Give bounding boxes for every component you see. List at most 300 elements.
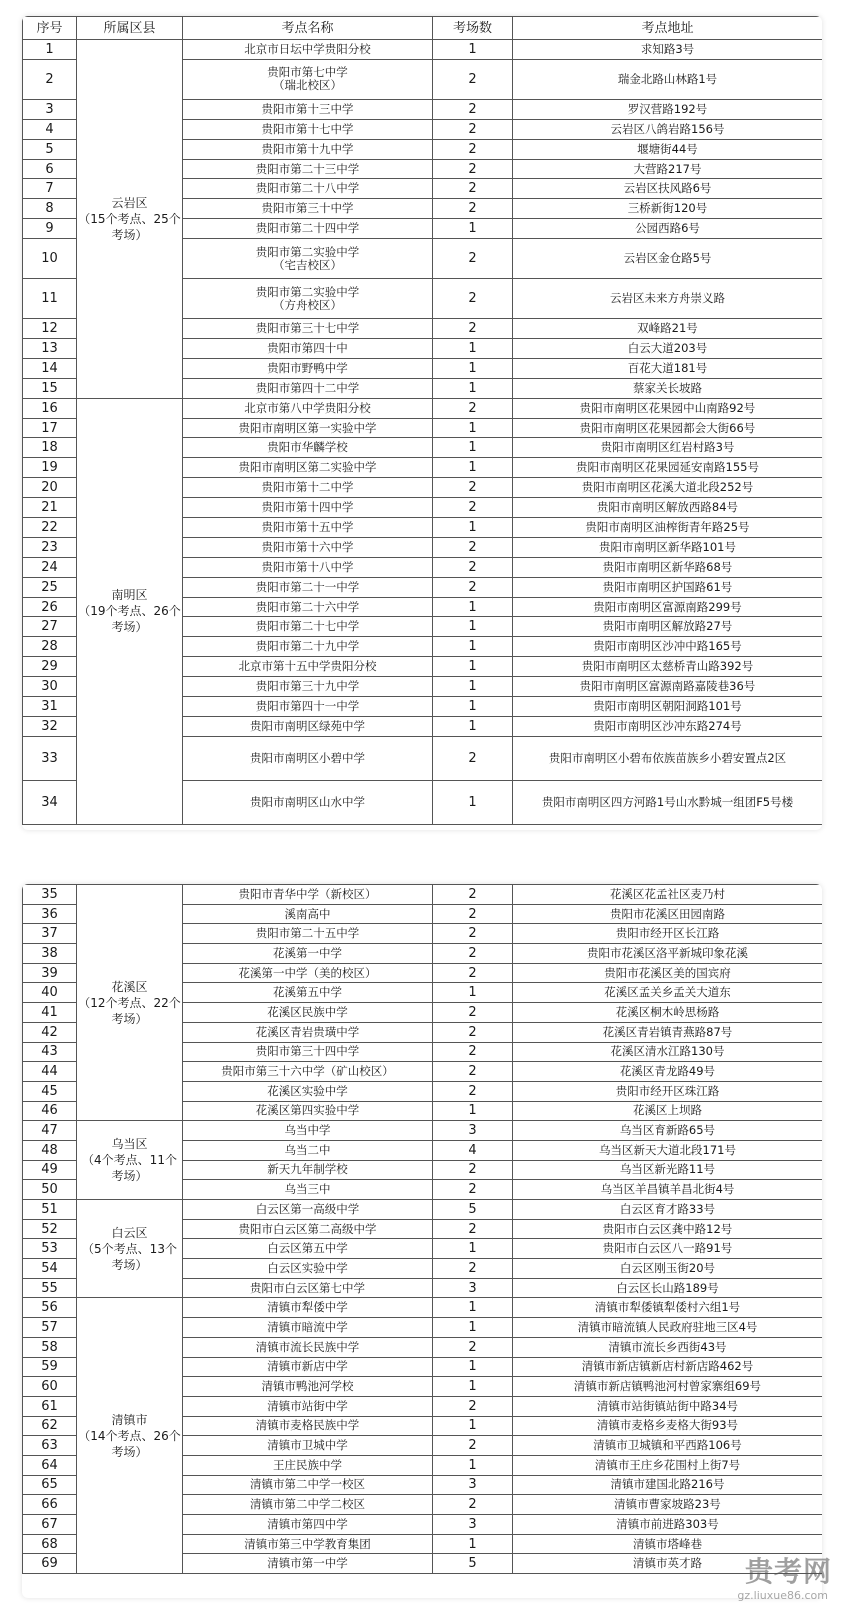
cell-site-name bbox=[183, 557, 433, 577]
district-detail: （4个考点、11个考场） bbox=[82, 1153, 177, 1184]
cell-rooms: 2 bbox=[433, 1180, 513, 1200]
site-name: 王庄民族中学 bbox=[273, 1457, 342, 1472]
cell-site-name bbox=[183, 924, 433, 944]
cell-address: 蔡家关长坡路 bbox=[513, 378, 823, 398]
site-campus: （宅吉校区） bbox=[273, 257, 342, 272]
cell-site-name bbox=[183, 1298, 433, 1318]
cell-site-name bbox=[183, 378, 433, 398]
cell-rooms: 3 bbox=[433, 1475, 513, 1495]
cell-rooms: 2 bbox=[433, 577, 513, 597]
cell-no: 13 bbox=[23, 339, 77, 359]
cell-no: 17 bbox=[23, 418, 77, 438]
site-name: 新天九年制学校 bbox=[267, 1162, 348, 1177]
cell-rooms: 1 bbox=[433, 1318, 513, 1338]
cell-site-name bbox=[183, 1554, 433, 1574]
site-name: 贵阳市南明区第二实验中学 bbox=[238, 460, 377, 475]
site-name: 贵阳市第三十四中学 bbox=[255, 1044, 360, 1059]
site-name: 清镇市新店中学 bbox=[267, 1359, 348, 1374]
table-row bbox=[23, 1200, 823, 1220]
header-name: 考点名称 bbox=[183, 17, 433, 40]
cell-no: 67 bbox=[23, 1515, 77, 1535]
cell-site-name bbox=[183, 219, 433, 239]
cell-address: 贵阳市南明区富源南路嘉陵巷36号 bbox=[513, 677, 823, 697]
cell-site-name bbox=[183, 398, 433, 418]
cell-no: 54 bbox=[23, 1259, 77, 1279]
site-name: 花溪第一中学 bbox=[273, 945, 342, 960]
cell-address: 乌当区新光路11号 bbox=[513, 1160, 823, 1180]
site-name: 贵阳市第十九中学 bbox=[261, 141, 354, 156]
cell-address: 罗汉营路192号 bbox=[513, 99, 823, 119]
district-detail: （15个考点、25个考场） bbox=[78, 211, 181, 242]
cell-no: 41 bbox=[23, 1003, 77, 1023]
cell-site-name bbox=[183, 1495, 433, 1515]
district-name: 白云区 bbox=[111, 1225, 148, 1240]
cell-address: 贵阳市南明区沙冲东路274号 bbox=[513, 716, 823, 736]
site-name: 乌当三中 bbox=[284, 1182, 331, 1197]
cell-rooms: 2 bbox=[433, 1436, 513, 1456]
cell-rooms: 1 bbox=[433, 1357, 513, 1377]
cell-address: 云岩区未来方舟崇义路 bbox=[513, 279, 823, 319]
cell-no: 45 bbox=[23, 1081, 77, 1101]
cell-site-name bbox=[183, 458, 433, 478]
cell-address: 瑞金北路山林路1号 bbox=[513, 59, 823, 99]
cell-address: 公园西路6号 bbox=[513, 219, 823, 239]
watermark-url: gz.liuxue86.com bbox=[737, 1589, 828, 1602]
cell-no: 29 bbox=[23, 657, 77, 677]
site-name: 贵阳市第二十八中学 bbox=[255, 181, 360, 196]
cell-site-name bbox=[183, 1475, 433, 1495]
cell-site-name bbox=[183, 498, 433, 518]
cell-no: 50 bbox=[23, 1180, 77, 1200]
site-name: 贵阳市第十三中学 bbox=[261, 101, 354, 116]
cell-address: 贵阳市花溪区美的国宾府 bbox=[513, 963, 823, 983]
cell-address: 贵阳市经开区珠江路 bbox=[513, 1081, 823, 1101]
cell-no: 12 bbox=[23, 319, 77, 339]
site-name: 清镇市第一中学 bbox=[267, 1556, 348, 1571]
table-panel-1 bbox=[22, 16, 822, 830]
cell-address: 贵阳市经开区长江路 bbox=[513, 924, 823, 944]
cell-no: 49 bbox=[23, 1160, 77, 1180]
cell-rooms: 2 bbox=[433, 59, 513, 99]
cell-address: 贵阳市白云区八一路91号 bbox=[513, 1239, 823, 1259]
site-name: 贵阳市第十四中学 bbox=[261, 500, 354, 515]
cell-no: 19 bbox=[23, 458, 77, 478]
site-name: 贵阳市第十七中学 bbox=[261, 121, 354, 136]
cell-site-name bbox=[183, 139, 433, 159]
cell-site-name bbox=[183, 983, 433, 1003]
cell-address: 清镇市建国北路216号 bbox=[513, 1475, 823, 1495]
cell-no: 31 bbox=[23, 697, 77, 717]
cell-rooms: 2 bbox=[433, 398, 513, 418]
cell-site-name bbox=[183, 1534, 433, 1554]
cell-site-name bbox=[183, 1318, 433, 1338]
cell-no: 32 bbox=[23, 716, 77, 736]
cell-rooms: 5 bbox=[433, 1200, 513, 1220]
cell-site-name bbox=[183, 1081, 433, 1101]
site-name: 花溪区第四实验中学 bbox=[255, 1103, 360, 1118]
cell-no: 11 bbox=[23, 279, 77, 319]
cell-address: 清镇市新店镇新店村新店路462号 bbox=[513, 1357, 823, 1377]
site-name: 白云区实验中学 bbox=[267, 1260, 348, 1275]
cell-address: 清镇市卫城镇和平西路106号 bbox=[513, 1436, 823, 1456]
site-name: 花溪第五中学 bbox=[273, 985, 342, 1000]
cell-no: 34 bbox=[23, 780, 77, 824]
cell-site-name bbox=[183, 904, 433, 924]
cell-site-name bbox=[183, 736, 433, 780]
cell-rooms: 2 bbox=[433, 319, 513, 339]
table-panel-2 bbox=[22, 884, 822, 1598]
district-name: 南明区 bbox=[111, 588, 148, 603]
cell-address: 云岩区扶风路6号 bbox=[513, 179, 823, 199]
cell-rooms: 2 bbox=[433, 963, 513, 983]
cell-rooms: 1 bbox=[433, 1416, 513, 1436]
site-name: 贵阳市第七中学 bbox=[267, 65, 348, 80]
site-name: 贵阳市第二十六中学 bbox=[255, 599, 360, 614]
cell-site-name bbox=[183, 944, 433, 964]
cell-address: 三桥新街120号 bbox=[513, 199, 823, 219]
site-name: 贵阳市第二实验中学 bbox=[255, 244, 360, 259]
cell-no: 61 bbox=[23, 1396, 77, 1416]
cell-no: 30 bbox=[23, 677, 77, 697]
cell-address: 贵阳市花溪区洛平新城印象花溪 bbox=[513, 944, 823, 964]
cell-rooms: 2 bbox=[433, 1022, 513, 1042]
cell-site-name bbox=[183, 1239, 433, 1259]
cell-rooms: 1 bbox=[433, 458, 513, 478]
cell-no: 21 bbox=[23, 498, 77, 518]
cell-no: 23 bbox=[23, 537, 77, 557]
cell-no: 66 bbox=[23, 1495, 77, 1515]
site-name: 溪南高中 bbox=[284, 906, 331, 921]
cell-site-name bbox=[183, 1003, 433, 1023]
cell-address: 乌当区羊昌镇羊昌北街4号 bbox=[513, 1180, 823, 1200]
site-name: 花溪区民族中学 bbox=[267, 1004, 348, 1019]
site-name: 清镇市卫城中学 bbox=[267, 1438, 348, 1453]
cell-no: 48 bbox=[23, 1140, 77, 1160]
cell-site-name bbox=[183, 59, 433, 99]
cell-no: 53 bbox=[23, 1239, 77, 1259]
cell-rooms: 2 bbox=[433, 1062, 513, 1082]
cell-rooms: 1 bbox=[433, 697, 513, 717]
cell-site-name bbox=[183, 99, 433, 119]
cell-no: 28 bbox=[23, 637, 77, 657]
cell-rooms: 1 bbox=[433, 597, 513, 617]
site-name: 贵阳市白云区第七中学 bbox=[250, 1280, 365, 1295]
cell-rooms: 2 bbox=[433, 139, 513, 159]
table-row bbox=[23, 885, 823, 905]
cell-site-name bbox=[183, 1396, 433, 1416]
cell-rooms: 2 bbox=[433, 557, 513, 577]
cell-no: 24 bbox=[23, 557, 77, 577]
district-name: 云岩区 bbox=[111, 195, 148, 210]
cell-site-name bbox=[183, 478, 433, 498]
table-row bbox=[23, 398, 823, 418]
site-name: 北京市第十五中学贵阳分校 bbox=[238, 659, 377, 674]
site-name: 贵阳市第四十中 bbox=[267, 340, 348, 355]
site-name: 贵阳市南明区山水中学 bbox=[250, 794, 365, 809]
exam-site-table-1 bbox=[22, 16, 822, 825]
cell-site-name bbox=[183, 1436, 433, 1456]
cell-address: 堰塘街44号 bbox=[513, 139, 823, 159]
cell-rooms: 2 bbox=[433, 478, 513, 498]
cell-district-qingzhen bbox=[77, 1298, 183, 1574]
cell-no: 22 bbox=[23, 518, 77, 538]
cell-address: 贵阳市南明区朝阳洞路101号 bbox=[513, 697, 823, 717]
cell-address: 云岩区金仓路5号 bbox=[513, 239, 823, 279]
district-name: 花溪区 bbox=[111, 979, 148, 994]
cell-site-name bbox=[183, 963, 433, 983]
cell-address: 贵阳市白云区龚中路12号 bbox=[513, 1219, 823, 1239]
cell-rooms: 1 bbox=[433, 219, 513, 239]
cell-no: 55 bbox=[23, 1278, 77, 1298]
cell-rooms: 2 bbox=[433, 904, 513, 924]
cell-no: 36 bbox=[23, 904, 77, 924]
cell-rooms: 2 bbox=[433, 1219, 513, 1239]
cell-address: 花溪区桐木岭思杨路 bbox=[513, 1003, 823, 1023]
cell-address: 云岩区八鸽岩路156号 bbox=[513, 119, 823, 139]
cell-site-name bbox=[183, 577, 433, 597]
cell-address: 贵阳市南明区沙冲中路165号 bbox=[513, 637, 823, 657]
cell-address: 清镇市英才路 bbox=[513, 1554, 823, 1574]
site-name: 贵阳市白云区第二高级中学 bbox=[238, 1221, 377, 1236]
cell-address: 清镇市犁倭镇犁倭村六组1号 bbox=[513, 1298, 823, 1318]
cell-address: 花溪区青龙路49号 bbox=[513, 1062, 823, 1082]
site-name: 北京市日坛中学贵阳分校 bbox=[244, 41, 371, 56]
cell-rooms: 2 bbox=[433, 924, 513, 944]
cell-no: 38 bbox=[23, 944, 77, 964]
cell-rooms: 2 bbox=[433, 179, 513, 199]
cell-site-name bbox=[183, 657, 433, 677]
site-name: 贵阳市第二实验中学 bbox=[255, 284, 360, 299]
cell-no: 62 bbox=[23, 1416, 77, 1436]
cell-address: 花溪区上坝路 bbox=[513, 1101, 823, 1121]
cell-address: 清镇市流长乡西街43号 bbox=[513, 1337, 823, 1357]
site-name: 白云区第一高级中学 bbox=[255, 1201, 360, 1216]
cell-address: 清镇市麦格乡麦格大街93号 bbox=[513, 1416, 823, 1436]
cell-address: 贵阳市南明区解放西路84号 bbox=[513, 498, 823, 518]
cell-no: 69 bbox=[23, 1554, 77, 1574]
cell-address: 花溪区清水江路130号 bbox=[513, 1042, 823, 1062]
cell-no: 44 bbox=[23, 1062, 77, 1082]
cell-address: 白云区育才路33号 bbox=[513, 1200, 823, 1220]
cell-address: 大营路217号 bbox=[513, 159, 823, 179]
cell-rooms: 2 bbox=[433, 99, 513, 119]
cell-district-huaxi bbox=[77, 885, 183, 1121]
cell-rooms: 2 bbox=[433, 1160, 513, 1180]
cell-site-name bbox=[183, 697, 433, 717]
cell-rooms: 3 bbox=[433, 1121, 513, 1141]
cell-site-name bbox=[183, 1062, 433, 1082]
cell-no: 9 bbox=[23, 219, 77, 239]
site-name: 贵阳市第二十九中学 bbox=[255, 639, 360, 654]
site-name: 花溪区实验中学 bbox=[267, 1083, 348, 1098]
cell-no: 63 bbox=[23, 1436, 77, 1456]
cell-address: 贵阳市南明区新华路68号 bbox=[513, 557, 823, 577]
site-campus: （瑞北校区） bbox=[273, 78, 342, 93]
cell-address: 贵阳市南明区富源南路299号 bbox=[513, 597, 823, 617]
exam-site-table-2 bbox=[22, 884, 822, 1574]
site-name: 花溪第一中学（美的校区） bbox=[238, 965, 377, 980]
site-name: 贵阳市南明区绿苑中学 bbox=[250, 718, 365, 733]
cell-site-name bbox=[183, 319, 433, 339]
site-campus: （方舟校区） bbox=[273, 297, 342, 312]
cell-site-name bbox=[183, 1101, 433, 1121]
site-name: 乌当中学 bbox=[284, 1123, 331, 1138]
cell-address: 双峰路21号 bbox=[513, 319, 823, 339]
cell-rooms: 1 bbox=[433, 677, 513, 697]
cell-site-name bbox=[183, 279, 433, 319]
cell-no: 20 bbox=[23, 478, 77, 498]
cell-address: 贵阳市南明区红岩村路3号 bbox=[513, 438, 823, 458]
district-detail: （12个考点、22个考场） bbox=[78, 995, 181, 1026]
cell-address: 贵阳市南明区小碧布依族苗族乡小碧安置点2区 bbox=[513, 736, 823, 780]
site-name: 清镇市流长民族中学 bbox=[255, 1339, 360, 1354]
cell-site-name bbox=[183, 438, 433, 458]
cell-address: 求知路3号 bbox=[513, 40, 823, 60]
cell-no: 7 bbox=[23, 179, 77, 199]
cell-site-name bbox=[183, 1515, 433, 1535]
cell-site-name bbox=[183, 637, 433, 657]
cell-rooms: 2 bbox=[433, 1259, 513, 1279]
cell-rooms: 2 bbox=[433, 1396, 513, 1416]
district-detail: （14个考点、26个考场） bbox=[78, 1428, 181, 1459]
site-name: 贵阳市第二十五中学 bbox=[255, 926, 360, 941]
cell-no: 18 bbox=[23, 438, 77, 458]
cell-no: 51 bbox=[23, 1200, 77, 1220]
cell-site-name bbox=[183, 885, 433, 905]
cell-no: 64 bbox=[23, 1455, 77, 1475]
site-name: 北京市第八中学贵阳分校 bbox=[244, 400, 371, 415]
cell-rooms: 2 bbox=[433, 119, 513, 139]
site-name: 贵阳市南明区小碧中学 bbox=[250, 750, 365, 765]
cell-address: 贵阳市南明区护国路61号 bbox=[513, 577, 823, 597]
table-row bbox=[23, 1121, 823, 1141]
site-name: 乌当二中 bbox=[284, 1142, 331, 1157]
site-name: 贵阳市华麟学校 bbox=[267, 440, 348, 455]
cell-rooms: 2 bbox=[433, 159, 513, 179]
cell-district-wudang bbox=[77, 1121, 183, 1200]
cell-rooms: 1 bbox=[433, 637, 513, 657]
site-name: 贵阳市第二十一中学 bbox=[255, 579, 360, 594]
cell-rooms: 1 bbox=[433, 438, 513, 458]
cell-address: 贵阳市南明区新华路101号 bbox=[513, 537, 823, 557]
cell-rooms: 1 bbox=[433, 358, 513, 378]
cell-no: 39 bbox=[23, 963, 77, 983]
cell-no: 68 bbox=[23, 1534, 77, 1554]
cell-site-name bbox=[183, 597, 433, 617]
cell-address: 清镇市曹家坡路23号 bbox=[513, 1495, 823, 1515]
cell-site-name bbox=[183, 179, 433, 199]
cell-rooms: 2 bbox=[433, 498, 513, 518]
cell-site-name bbox=[183, 418, 433, 438]
cell-site-name bbox=[183, 119, 433, 139]
cell-address: 乌当区育新路65号 bbox=[513, 1121, 823, 1141]
cell-site-name bbox=[183, 159, 433, 179]
cell-no: 43 bbox=[23, 1042, 77, 1062]
cell-address: 白云区刚玉街20号 bbox=[513, 1259, 823, 1279]
cell-no: 16 bbox=[23, 398, 77, 418]
district-name: 乌当区 bbox=[111, 1137, 148, 1152]
cell-no: 14 bbox=[23, 358, 77, 378]
site-name: 白云区第五中学 bbox=[267, 1241, 348, 1256]
cell-rooms: 1 bbox=[433, 418, 513, 438]
table-row bbox=[23, 40, 823, 60]
site-name: 贵阳市第四十二中学 bbox=[255, 380, 360, 395]
cell-site-name bbox=[183, 1337, 433, 1357]
cell-rooms: 1 bbox=[433, 1239, 513, 1259]
cell-site-name bbox=[183, 1042, 433, 1062]
cell-no: 58 bbox=[23, 1337, 77, 1357]
site-name: 贵阳市第二十三中学 bbox=[255, 161, 360, 176]
cell-rooms: 2 bbox=[433, 279, 513, 319]
cell-rooms: 1 bbox=[433, 40, 513, 60]
header-address: 考点地址 bbox=[513, 17, 823, 40]
cell-rooms: 2 bbox=[433, 239, 513, 279]
cell-no: 65 bbox=[23, 1475, 77, 1495]
cell-site-name bbox=[183, 537, 433, 557]
cell-address: 贵阳市南明区花溪大道北段252号 bbox=[513, 478, 823, 498]
cell-rooms: 5 bbox=[433, 1554, 513, 1574]
site-name: 清镇市第四中学 bbox=[267, 1516, 348, 1531]
cell-rooms: 1 bbox=[433, 657, 513, 677]
district-detail: （19个考点、26个考场） bbox=[78, 604, 181, 635]
cell-site-name bbox=[183, 1357, 433, 1377]
cell-site-name bbox=[183, 339, 433, 359]
cell-address: 花溪区青岩镇青燕路87号 bbox=[513, 1022, 823, 1042]
cell-address: 清镇市塔峰巷 bbox=[513, 1534, 823, 1554]
cell-rooms: 3 bbox=[433, 1515, 513, 1535]
site-name: 贵阳市野鸭中学 bbox=[267, 360, 348, 375]
cell-site-name bbox=[183, 239, 433, 279]
cell-site-name bbox=[183, 1180, 433, 1200]
site-name: 清镇市鸭池河学校 bbox=[261, 1379, 354, 1394]
cell-rooms: 4 bbox=[433, 1140, 513, 1160]
cell-no: 1 bbox=[23, 40, 77, 60]
site-name: 花溪区青岩贵璜中学 bbox=[255, 1024, 360, 1039]
site-name: 清镇市暗流中学 bbox=[267, 1319, 348, 1334]
cell-rooms: 1 bbox=[433, 1377, 513, 1397]
cell-no: 47 bbox=[23, 1121, 77, 1141]
cell-no: 42 bbox=[23, 1022, 77, 1042]
site-name: 贵阳市第二十四中学 bbox=[255, 221, 360, 236]
cell-rooms: 1 bbox=[433, 1101, 513, 1121]
cell-rooms: 1 bbox=[433, 1455, 513, 1475]
cell-address: 贵阳市南明区花果园都会大街66号 bbox=[513, 418, 823, 438]
cell-rooms: 2 bbox=[433, 944, 513, 964]
cell-address: 白云大道203号 bbox=[513, 339, 823, 359]
cell-rooms: 2 bbox=[433, 1003, 513, 1023]
cell-no: 4 bbox=[23, 119, 77, 139]
cell-rooms: 2 bbox=[433, 1337, 513, 1357]
site-name: 清镇市第三中学教育集团 bbox=[244, 1536, 371, 1551]
cell-site-name bbox=[183, 1377, 433, 1397]
cell-no: 26 bbox=[23, 597, 77, 617]
site-name: 清镇市第二中学二校区 bbox=[250, 1497, 365, 1512]
table-row bbox=[23, 1298, 823, 1318]
cell-address: 贵阳市南明区太慈桥青山路392号 bbox=[513, 657, 823, 677]
site-name: 贵阳市第十二中学 bbox=[261, 480, 354, 495]
cell-site-name bbox=[183, 1259, 433, 1279]
cell-rooms: 2 bbox=[433, 199, 513, 219]
cell-site-name bbox=[183, 780, 433, 824]
cell-no: 25 bbox=[23, 577, 77, 597]
cell-address: 清镇市新店镇鸭池河村曾家寨组69号 bbox=[513, 1377, 823, 1397]
cell-rooms: 2 bbox=[433, 1081, 513, 1101]
cell-site-name bbox=[183, 1219, 433, 1239]
cell-site-name bbox=[183, 358, 433, 378]
district-name: 清镇市 bbox=[111, 1412, 148, 1427]
cell-address: 清镇市站街镇站街中路34号 bbox=[513, 1396, 823, 1416]
cell-address: 贵阳市花溪区田园南路 bbox=[513, 904, 823, 924]
